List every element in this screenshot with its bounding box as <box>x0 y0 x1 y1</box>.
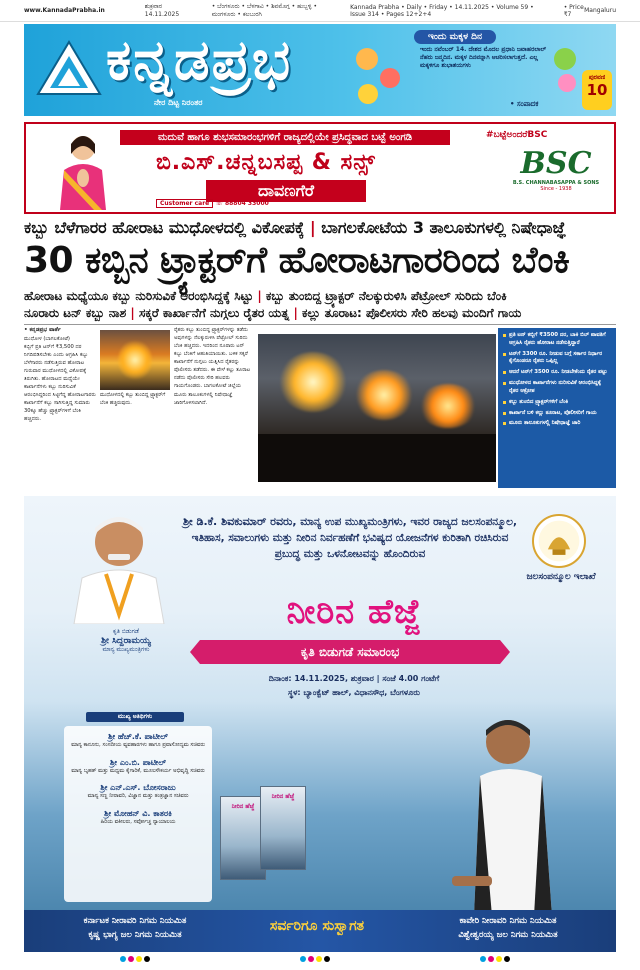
childrens-day-sign: • ಸಂಪಾದಕ <box>510 100 539 108</box>
childrens-day-text: ಇಂದು ನವೆಂಬರ್ 14. ದೇಶದ ಮೊದಲ ಪ್ರಧಾನಿ ಜವಾಹರಲಾಲ್ ನೆಹರು ಜನ್ಮದಿನ. ಮಕ್ಕಳ ದಿನವನ್ನಾಗಿ ಆಚರಿಸಲಾಗುತ್ತದೆ. ಎಲ್ಲ ಮಕ್ಕಳಿಗೂ ಶುಭಾಶಯಗಳು <box>420 46 547 70</box>
cm-role: ಕೃತಿ ಬಿಡುಗಡೆ <box>113 628 139 635</box>
registration-dot-icon <box>128 956 134 962</box>
byline: • ಕನ್ನಡಪ್ರಭ ವಾರ್ತೆ <box>24 327 61 333</box>
ground-shadow <box>258 434 496 482</box>
guest-name: ಶ್ರೀ ಹೆಚ್.ಕೆ. ಪಾಟೀಲ್ <box>108 732 168 741</box>
bsc-logo-name: B.S. CHANNABASAPPA & SONS <box>512 180 600 186</box>
top-strip <box>0 0 640 22</box>
deputy-chief-minister-photo-icon <box>434 706 604 916</box>
bsc-care-number: 88804 33000 <box>224 200 269 207</box>
child-illustration-icon <box>380 68 400 88</box>
burning-tractor-photo[interactable] <box>100 330 170 390</box>
child-illustration-icon <box>558 74 576 92</box>
corp-name: ವಿಶ್ವೇಶ್ವರಯ್ಯ ಜಲ ನಿಗಮ ನಿಯಮಿತ <box>458 929 558 940</box>
registration-dot-icon <box>120 956 126 962</box>
highlight-item: ಕಬ್ಬು ತುಂಬಿದ ಟ್ರ್ಯಾಕ್ಟರ್‌ಗಳಿಗೆ ಬೆಂಕಿ <box>503 399 611 407</box>
footer-left <box>50 915 220 942</box>
bsc-city: ದಾವಣಗೆರೆ <box>206 180 366 202</box>
flame-shape <box>418 384 478 428</box>
childrens-day-box <box>354 28 602 112</box>
guest-role: ಹಿರಿಯ ವಕೀಲರು, ಸರ್ವೋಚ್ಚ ನ್ಯಾಯಾಲಯ <box>100 818 176 825</box>
subhead-separator: | <box>130 306 135 321</box>
guest-name: ಶ್ರೀ ಮೋಹನ್ ವಿ. ಕಾತರಕಿ <box>104 808 172 818</box>
guest-role: ಮಾನ್ಯ ಕಾನೂನು, ಸಂಸದೀಯ ವ್ಯವಹಾರಗಳು ಹಾಗೂ ಪ್ರವಾಸೋದ್ಯಮ ಸಚಿವರು <box>71 742 205 748</box>
story-dateline: ಮುಧೋಳ (ಬಾಗಲಕೋಟೆ) <box>24 335 70 342</box>
supplement-badge-number: 10 <box>586 81 608 99</box>
guest-entry <box>68 783 208 801</box>
bsc-customer-care <box>156 200 269 207</box>
ad-intro-text <box>180 514 520 562</box>
site-url[interactable]: www.KannadaPrabha.in <box>24 7 105 14</box>
cm-title: ಮಾನ್ಯ ಮುಖ್ಯಮಂತ್ರಿಗಳು <box>102 646 150 653</box>
story-body-1: ಕಬ್ಬಿಗೆ ಪ್ರತಿ ಟನ್‌ಗೆ ₹3,500 ದರ ನಿಗದಿಪಡಿಸಬೇಕು ಎಂದು ಆಗ್ರಹಿಸಿ ಕಬ್ಬು ಬೆಳೆಗಾರರು ನಡೆಸುತ್ತಿರುವ ಹೋರಾಟ ಗುರುವಾರ ಮುಧೋಳದಲ್ಲಿ ವಿಕೋಪಕ್ಕೆ ತಿರುಗಿತು. ಹೋರಾಟದ ಮಧ್ಯೆಯೇ ಕಾರ್ಖಾನೆಗಳು ಕಬ್ಬು ನುರಿಸುವಿಕೆ ಆರಂಭಿಸಿದ್ದರಿಂದ ಸಿಟ್ಟಿಗೆದ್ದ ಹೋರಾಟಗಾರರು ಕಾರ್ಖಾನೆಗೆ ಕಬ್ಬು ಸಾಗಿಸುತ್ತಿದ್ದ ಸುಮಾರು 30ಕ್ಕೂ ಹೆಚ್ಚು ಟ್ರ್ಯಾಕ್ಟರ್‌ಗಳಿಗೆ ಬೆಂಕಿ ಹಚ್ಚಿದರು. <box>24 343 96 423</box>
registration-dot-icon <box>480 956 486 962</box>
guest-role: ಮಾನ್ಯ ಬೃಹತ್ ಮತ್ತು ಮಧ್ಯಮ ಕೈಗಾರಿಕೆ, ಮೂಲಸೌಕರ್ಯ ಅಭಿವೃದ್ಧಿ ಸಚಿವರು <box>71 767 205 774</box>
story-kicker <box>24 218 616 238</box>
book-covers <box>220 776 312 892</box>
subhead-e: ಕಲ್ಲು ತೂರಾಟ: ಪೊಲೀಸರು ಸೇರಿ ಹಲವು ಮಂದಿಗೆ ಗಾಯ <box>302 306 522 321</box>
subhead-separator: | <box>257 289 262 303</box>
story-column-3 <box>174 326 254 407</box>
guests-panel <box>64 726 212 902</box>
registration-dot-icon <box>316 956 322 962</box>
price: • Price ₹7 <box>563 3 584 18</box>
release-ribbon: ಕೃತಿ ಬಿಡುಗಡೆ ಸಮಾರಂಭ <box>200 640 500 664</box>
newspaper-title: ಕನ್ನಡಪ್ರಭ <box>106 28 293 93</box>
bsc-store-name: ಬಿ.ಎಸ್.ಚನ್ನಬಸಪ್ಪ & ಸನ್ಸ್ <box>156 150 376 175</box>
edition-list: • ಬೆಂಗಳೂರು • ಬೆಳಗಾವಿ • ಶಿವಮೊಗ್ಗ • ಹುಬ್ಬಳ್ಳಿ • ಮಂಗಳೂರು • ಕಲಬುರಗಿ <box>211 2 317 18</box>
kicker-part-b: ಬಾಗಲಕೋಟೆಯ 3 ತಾಲೂಕುಗಳಲ್ಲಿ ನಿಷೇಧಾಜ್ಞೆ <box>321 218 567 237</box>
ad-footer-band <box>24 910 616 952</box>
footer-right <box>418 915 598 942</box>
subhead-separator: | <box>293 306 298 321</box>
registration-dot-icon <box>488 956 494 962</box>
guest-role: ಮಾನ್ಯ ಸಣ್ಣ ನೀರಾವರಿ, ವಿಜ್ಞಾನ ಮತ್ತು ತಂತ್ರಜ್ಞಾನ ಸಚಿವರು <box>87 793 189 800</box>
bsc-logo <box>506 148 606 204</box>
guest-name: ಶ್ರೀ ಎಂ.ಬಿ. ಪಾಟೀಲ್ <box>110 757 166 767</box>
subhead-a: ಹೋರಾಟ ಮಧ್ಯೆಯೂ ಕಬ್ಬು ನುರಿಸುವಿಕೆ ಆರಂಭಿಸಿದ್ದಕ್ಕೆ ಸಿಟ್ಟು <box>24 289 254 303</box>
issue-date: ಶುಕ್ರವಾರ 14.11.2025 <box>144 3 180 18</box>
highlight-item: ಕಾರ್ಖಾನೆ ಬಳಿ ಕಲ್ಲು ತೂರಾಟ, ಪೊಲೀಸರಿಗೆ ಗಾಯ <box>503 410 611 418</box>
highlights-list <box>503 332 611 428</box>
highlight-item: ಆದರೆ ಟನ್‌ಗೆ 3500 ರೂ. ನೀಡಬೇಕೆಂದು ರೈತರ ಪಟ್ಟು <box>503 369 611 377</box>
child-illustration-icon <box>356 48 378 70</box>
subhead-c: ನೂರಾರು ಟನ್ ಕಬ್ಬು ನಾಶ <box>24 306 127 321</box>
story-column-1 <box>24 326 98 423</box>
bsc-care-label: Customer care <box>156 199 213 208</box>
kicker-separator: | <box>309 218 316 237</box>
kicker-part-a: ಕಬ್ಬು ಬೆಳೆಗಾರರ ಹೋರಾಟ ಮುಧೋಳದಲ್ಲಿ ವಿಕೋಪಕ್ಕೆ <box>24 218 305 237</box>
guest-entry <box>68 732 208 750</box>
story-subhead <box>24 288 616 323</box>
phone-icon: ☏ <box>215 200 223 207</box>
kannada-prabha-logo-icon <box>36 40 102 96</box>
chief-minister-portrait-icon <box>64 504 174 624</box>
flame-shape <box>278 352 348 412</box>
child-illustration-icon <box>554 48 576 70</box>
registration-dot-icon <box>324 956 330 962</box>
guest-entry <box>68 809 208 827</box>
masthead <box>24 24 616 116</box>
corp-name: ಕಾವೇರಿ ನೀರಾವರಿ ನಿಗಮ ನಿಯಮಿತ <box>459 916 557 926</box>
department-name: ಜಲಸಂಪನ್ಮೂಲ ಇಲಾಖೆ <box>526 572 596 582</box>
highlight-item: ಟನ್‌ಗೆ 3300 ರೂ. ನೀಡುವ ಬಗ್ಗೆ ಸರ್ಕಾರ ನಿರ್ಧಾರ ಕೈಗೊಂಡರೂ ರೈತರು ಒಪ್ಪಿಲ್ಲ <box>503 351 611 367</box>
print-registration-marks <box>0 956 640 968</box>
book-cover-title: ನೀರಿನ ಹೆಜ್ಜೆ <box>231 803 255 810</box>
bsc-hashtag: #ಬಟ್ಟೆಅಂದರೆBSC <box>486 130 548 140</box>
flame-shape <box>118 340 152 380</box>
registration-dot-icon <box>300 956 306 962</box>
woman-namaste-illustration-icon <box>54 130 112 210</box>
highlight-item: ಪ್ರತಿ ಟನ್ ಕಬ್ಬಿಗೆ ₹3500 ದರ, ಬಾಕಿ ಬಿಲ್ ಪಾವತಿಗೆ ಆಗ್ರಹಿಸಿ ರೈತರು ಹೋರಾಟ ನಡೆಸುತ್ತಿದ್ದಾರೆ <box>503 332 611 348</box>
supplement-badge-label: ಪುರವಣಿ <box>588 74 606 81</box>
guest-name: ಶ್ರೀ ಎನ್.ಎಸ್. ಬೋಸರಾಜು <box>100 783 176 793</box>
bsc-since: Since - 1938 <box>540 186 572 192</box>
flame-shape <box>354 370 414 420</box>
karnataka-emblem-icon <box>532 514 586 568</box>
tractors-fire-photo[interactable] <box>258 334 496 482</box>
highlight-item: ಮೂರು ತಾಲೂಕುಗಳಲ್ಲಿ ನಿಷೇಧಾಜ್ಞೆ ಜಾರಿ <box>503 420 611 428</box>
registration-dot-icon <box>144 956 150 962</box>
welcome-text: ಸರ್ವರಿಗೂ ಸುಸ್ವಾಗತ <box>269 918 365 934</box>
book-release-advertisement[interactable] <box>24 496 616 952</box>
subhead-d: ಸಕ್ಕರೆ ಕಾರ್ಖಾನೆಗೆ ನುಗ್ಗಲು ರೈತರ ಯತ್ನ <box>138 306 290 321</box>
photo-caption: ಮುಧೋಳದಲ್ಲಿ ಕಬ್ಬು ತುಂಬಿದ್ದ ಟ್ರ್ಯಾಕ್ಟರ್‌ಗೆ ಬೆಂಕಿ ಹಚ್ಚಿರುವುದು. <box>100 392 166 406</box>
child-illustration-icon <box>358 84 378 104</box>
corp-name: ಕರ್ನಾಟಕ ನೀರಾವರಿ ನಿಗಮ ನಿಯಮಿತ <box>83 916 187 926</box>
issue-info: Kannada Prabha • Daily • Friday • 14.11.2025 • Volume 59 • Issue 314 • Pages 12+2+4 <box>350 3 534 18</box>
newspaper-tagline: ನೇರ ದಿಟ್ಟ ನಿರಂತರ <box>154 98 203 107</box>
intro-body: ಮಾನ್ಯ ಉಪ ಮುಖ್ಯಮಂತ್ರಿಗಳು, ಇವರ ರಾಜ್ಯದ ಜಲಸಂಪನ್ಮೂಲ, ಇತಿಹಾಸ, ಸವಾಲುಗಳು ಮತ್ತು ನೀರಿನ ನಿರ್ವಹಣೆಗೆ ಭವಿಷ್ಯದ ಯೋಜನೆಗಳ ಕುರಿತಾಗಿ ರಚಿಸಿರುವ ಪ್ರಬುದ್ಧ ಮತ್ತು ಒಳನೋಟವನ್ನು ಹೊಂದಿರುವ <box>191 516 517 560</box>
story-highlights-box <box>498 328 616 488</box>
book-cover <box>260 786 306 870</box>
registration-dot-icon <box>496 956 502 962</box>
author-name: ಶ್ರೀ ಡಿ.ಕೆ. ಶಿವಕುಮಾರ್ ರವರು, <box>183 515 297 528</box>
bsc-advertisement[interactable] <box>24 122 616 214</box>
registration-dot-icon <box>136 956 142 962</box>
cm-name: ಶ್ರೀ ಸಿದ್ದರಾಮಯ್ಯ <box>101 636 151 646</box>
corp-name: ಕೃಷ್ಣ ಭಾಗ್ಯ ಜಲ ನಿಗಮ ನಿಯಮಿತ <box>88 929 182 940</box>
divider <box>24 324 616 325</box>
lead-headline[interactable]: 30 ಕಬ್ಬಿನ ಟ್ರ್ಯಾಕ್ಟರ್‌ಗೆ ಹೋರಾಟಗಾರರಿಂದ ಬೆಂಕಿ <box>24 240 570 281</box>
subhead-b: ಕಬ್ಬು ತುಂಬಿದ್ದ ಟ್ರ್ಯಾಕ್ಟರ್ ನೆಲಕ್ಕುರುಳಿಸಿ ಪೆಟ್ರೋಲ್ ಸುರಿದು ಬೆಂಕಿ <box>265 289 507 303</box>
book-title: ನೀರಿನ ಹೆಜ್ಜೆ <box>286 592 422 632</box>
bsc-logo-letters: BSC <box>520 146 592 181</box>
event-venue: ಸ್ಥಳ: ಬ್ಯಾಂಕ್ವೆಟ್ ಹಾಲ್, ವಿಧಾನಸೌಧ, ಬೆಂಗಳೂರು <box>288 688 420 697</box>
highlight-item: ಮುಧೋಳದ ಕಾರ್ಖಾನೆಗಳು ನುರಿಸುವಿಕೆ ಆರಂಭಿಸಿದ್ದಕ್ಕೆ ರೈತರ ಆಕ್ರೋಶ <box>503 380 611 396</box>
registration-dot-icon <box>308 956 314 962</box>
guest-entry <box>68 758 208 776</box>
supplement-badge[interactable] <box>582 70 612 110</box>
childrens-day-title: ಇಂದು ಮಕ್ಕಳ ದಿನ <box>414 30 496 44</box>
chief-minister-caption <box>76 628 176 654</box>
bsc-slogan: ಮದುವೆ ಹಾಗೂ ಶುಭಸಮಾರಂಭಗಳಿಗೆ ರಾಜ್ಯದಲ್ಲಿಯೇ ಪ್ರಸಿದ್ಧವಾದ ಬಟ್ಟೆ ಅಂಗಡಿ <box>120 130 450 145</box>
story-column-2 <box>100 330 170 407</box>
book-cover-title: ನೀರಿನ ಹೆಜ್ಜೆ <box>271 793 295 800</box>
edition-name: Mangaluru <box>584 7 616 14</box>
guests-heading: ಮುಖ್ಯ ಅತಿಥಿಗಳು <box>86 712 184 722</box>
registration-dot-icon <box>504 956 510 962</box>
story-body-2: ರೈತರು ಕಬ್ಬು ತುಂಬಿದ್ದ ಟ್ರ್ಯಾಕ್ಟರ್‌ಗಳನ್ನು ತಡೆದು ಅವುಗಳನ್ನು ನೆಲಕ್ಕುರುಳಿಸಿ ಪೆಟ್ರೋಲ್ ಸುರಿದು ಬೆಂಕಿ ಹಚ್ಚಿದರು. ಇದರಿಂದ ನೂರಾರು ಟನ್ ಕಬ್ಬು ಬೆಂಕಿಗೆ ಆಹುತಿಯಾಯಿತು. ಬಳಿಕ ಸಕ್ಕರೆ ಕಾರ್ಖಾನೆಗೆ ನುಗ್ಗಲು ಯತ್ನಿಸಿದ ರೈತರನ್ನು ಪೊಲೀಸರು ತಡೆದರು. ಈ ವೇಳೆ ಕಲ್ಲು ತೂರಾಟ ನಡೆದು ಪೊಲೀಸರು ಸೇರಿ ಹಲವರು ಗಾಯಗೊಂಡರು. ಬಾಗಲಕೋಟೆ ಜಿಲ್ಲೆಯ ಮೂರು ತಾಲೂಕುಗಳಲ್ಲಿ ನಿಷೇಧಾಜ್ಞೆ ಜಾರಿಗೊಳಿಸಲಾಗಿದೆ. <box>174 327 251 406</box>
event-date: ದಿನಾಂಕ: 14.11.2025, ಶುಕ್ರವಾರ | ಸಂಜೆ 4.00 ಗಂಟೆಗೆ <box>268 674 440 683</box>
